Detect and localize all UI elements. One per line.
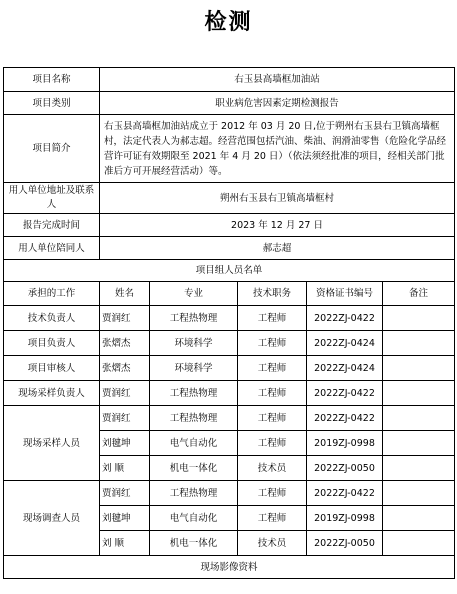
staff-name: 张熠杰 xyxy=(100,331,150,356)
staff-title: 技术员 xyxy=(238,456,307,481)
staff-cert: 2022ZJ-0422 xyxy=(307,306,383,331)
staff-header-cell: 资格证书编号 xyxy=(307,282,383,306)
staff-title: 工程师 xyxy=(238,481,307,506)
staff-title: 工程师 xyxy=(238,431,307,456)
report-table xyxy=(3,67,455,579)
staff-cert: 2022ZJ-0424 xyxy=(307,356,383,381)
value-project-name: 右玉县高墙框加油站 xyxy=(100,68,455,92)
staff-name: 贾润红 xyxy=(100,306,150,331)
staff-remark xyxy=(383,331,455,356)
footer-title: 现场影像资料 xyxy=(4,556,455,579)
value-employer-address: 朔州右玉县右卫镇高墙框村 xyxy=(100,183,455,214)
staff-remark xyxy=(383,356,455,381)
label-employer-address: 用人单位地址及联系人 xyxy=(4,183,100,214)
row-escort xyxy=(4,237,455,260)
staff-cert: 2022ZJ-0424 xyxy=(307,331,383,356)
staff-cert: 2022ZJ-0422 xyxy=(307,381,383,406)
staff-name: 刘毽坤 xyxy=(100,431,150,456)
row-staff-list-title xyxy=(4,260,455,282)
row-footer-title xyxy=(4,556,455,579)
label-project-name: 项目名称 xyxy=(4,68,100,92)
row-project-intro xyxy=(4,115,455,183)
staff-major: 工程热物理 xyxy=(150,406,238,431)
row-project-name xyxy=(4,68,455,92)
staff-title: 工程师 xyxy=(238,306,307,331)
staff-title: 工程师 xyxy=(238,331,307,356)
staff-cert: 2022ZJ-0050 xyxy=(307,531,383,556)
value-report-date: 2023 年 12 月 27 日 xyxy=(100,214,455,237)
staff-header-cell: 技术职务 xyxy=(238,282,307,306)
staff-row xyxy=(4,406,455,431)
staff-name: 刘毽坤 xyxy=(100,506,150,531)
staff-role: 项目负责人 xyxy=(4,331,100,356)
staff-row xyxy=(4,481,455,506)
staff-title: 工程师 xyxy=(238,356,307,381)
staff-role: 现场采样人员 xyxy=(4,406,100,481)
staff-name: 贾润红 xyxy=(100,406,150,431)
staff-title: 工程师 xyxy=(238,506,307,531)
label-escort: 用人单位陪同人 xyxy=(4,237,100,260)
staff-major: 机电一体化 xyxy=(150,531,238,556)
staff-header-cell: 备注 xyxy=(383,282,455,306)
staff-name: 张熠杰 xyxy=(100,356,150,381)
staff-row xyxy=(4,381,455,406)
staff-major: 环境科学 xyxy=(150,356,238,381)
label-report-date: 报告完成时间 xyxy=(4,214,100,237)
staff-role: 现场采样负责人 xyxy=(4,381,100,406)
staff-major: 环境科学 xyxy=(150,331,238,356)
staff-major: 电气自动化 xyxy=(150,431,238,456)
staff-major: 工程热物理 xyxy=(150,306,238,331)
value-escort: 郝志超 xyxy=(100,237,455,260)
value-project-intro: 右玉县高墙框加油站成立于 2012 年 03 月 20 日,位于朔州右玉县右卫镇高墙框村，法定代表人为郝志超。经营范围包括汽油、柴油、润滑油零售（危险化学品经营许可证有效期限至 2021 年 4 月 20 日）（依法须经批准的项目，经相关部门批准后方可开展经营活动）等。 xyxy=(100,115,455,183)
staff-name: 贾润红 xyxy=(100,381,150,406)
staff-header-cell: 姓名 xyxy=(100,282,150,306)
staff-cert: 2019ZJ-0998 xyxy=(307,431,383,456)
staff-header-cell: 承担的工作 xyxy=(4,282,100,306)
staff-major: 工程热物理 xyxy=(150,381,238,406)
staff-list-title: 项目组人员名单 xyxy=(4,260,455,282)
staff-row xyxy=(4,331,455,356)
staff-remark xyxy=(383,406,455,431)
staff-remark xyxy=(383,481,455,506)
row-report-date xyxy=(4,214,455,237)
page-title: 检测 xyxy=(204,9,253,35)
staff-row xyxy=(4,356,455,381)
staff-title: 工程师 xyxy=(238,381,307,406)
row-employer-address xyxy=(4,183,455,214)
staff-role: 现场调查人员 xyxy=(4,481,100,556)
staff-major: 电气自动化 xyxy=(150,506,238,531)
staff-row xyxy=(4,306,455,331)
staff-remark xyxy=(383,431,455,456)
staff-name: 刘 顺 xyxy=(100,531,150,556)
staff-role: 技术负责人 xyxy=(4,306,100,331)
staff-remark xyxy=(383,306,455,331)
staff-remark xyxy=(383,456,455,481)
staff-title: 技术员 xyxy=(238,531,307,556)
staff-major: 机电一体化 xyxy=(150,456,238,481)
staff-cert: 2022ZJ-0422 xyxy=(307,406,383,431)
staff-name: 刘 顺 xyxy=(100,456,150,481)
staff-role: 项目审核人 xyxy=(4,356,100,381)
value-project-type: 职业病危害因素定期检测报告 xyxy=(100,92,455,115)
label-project-type: 项目类别 xyxy=(4,92,100,115)
staff-header-cell: 专业 xyxy=(150,282,238,306)
staff-cert: 2022ZJ-0422 xyxy=(307,481,383,506)
staff-title: 工程师 xyxy=(238,406,307,431)
staff-remark xyxy=(383,381,455,406)
staff-remark xyxy=(383,531,455,556)
staff-cert: 2019ZJ-0998 xyxy=(307,506,383,531)
staff-header-row xyxy=(4,282,455,306)
row-project-type xyxy=(4,92,455,115)
staff-cert: 2022ZJ-0050 xyxy=(307,456,383,481)
staff-major: 工程热物理 xyxy=(150,481,238,506)
staff-name: 贾润红 xyxy=(100,481,150,506)
staff-remark xyxy=(383,506,455,531)
label-project-intro: 项目简介 xyxy=(4,115,100,183)
